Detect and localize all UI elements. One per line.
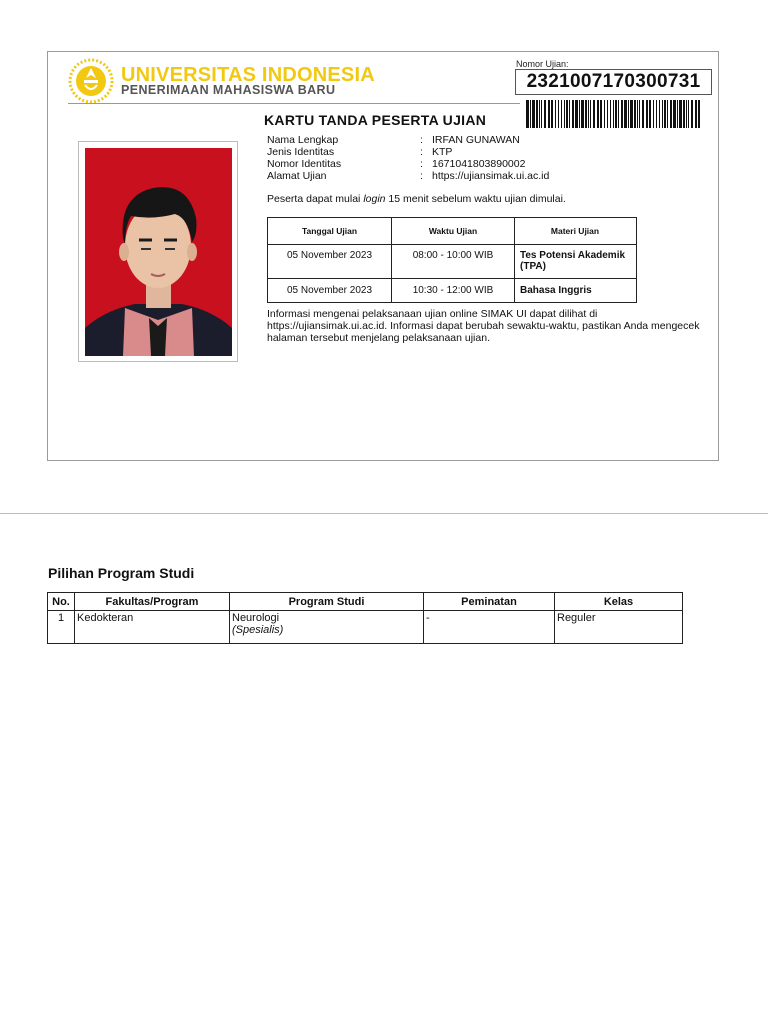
table-row: [268, 279, 637, 303]
program-section-title: Pilihan Program Studi: [48, 565, 195, 581]
info-row: [267, 170, 549, 182]
info-row: [267, 158, 549, 170]
schedule-time: 10:30 - 12:00 WIB: [392, 279, 515, 303]
participant-info: [267, 134, 549, 182]
exam-number-label: Nomor Ujian:: [516, 59, 569, 69]
program-class: Reguler: [555, 611, 683, 644]
table-row: [268, 245, 637, 279]
info-label: Jenis Identitas: [267, 146, 335, 158]
info-value: KTP: [432, 146, 453, 158]
schedule-subject: Bahasa Inggris: [515, 279, 637, 303]
program-header-specialization: Peminatan: [424, 593, 555, 611]
schedule-subject: Tes Potensi Akademik (TPA): [515, 245, 637, 279]
header-divider: [68, 103, 520, 104]
admission-subtitle: PENERIMAAN MAHASISWA BARU: [121, 83, 336, 97]
card-title: KARTU TANDA PESERTA UJIAN: [264, 112, 487, 128]
schedule-header-row: [268, 218, 637, 245]
program-header-no: No.: [48, 593, 75, 611]
program-study: [230, 611, 424, 644]
program-header-study: Program Studi: [230, 593, 424, 611]
barcode-icon: [526, 100, 702, 128]
schedule-date: 05 November 2023: [268, 279, 392, 303]
program-header-faculty: Fakultas/Program: [75, 593, 230, 611]
exam-schedule-table: [267, 217, 637, 303]
info-colon: :: [420, 170, 423, 182]
info-value: IRFAN GUNAWAN: [432, 134, 520, 146]
schedule-header-time: Waktu Ujian: [392, 218, 515, 245]
info-label: Nama Lengkap: [267, 134, 339, 146]
program-faculty: Kedokteran: [75, 611, 230, 644]
schedule-header-subject: Materi Ujian: [515, 218, 637, 245]
program-no: 1: [48, 611, 75, 644]
university-name: UNIVERSITAS INDONESIA: [121, 64, 375, 86]
info-colon: :: [420, 158, 423, 170]
table-row: [48, 611, 683, 644]
info-value: https://ujiansimak.ui.ac.id: [432, 170, 550, 182]
program-study-name: Neurologi: [232, 612, 280, 624]
schedule-time: 08:00 - 10:00 WIB: [392, 245, 515, 279]
info-value: 1671041803890002: [432, 158, 526, 170]
login-note: Peserta dapat mulai login 15 menit sebelum waktu ujian dimulai.: [267, 193, 566, 205]
schedule-header-date: Tanggal Ujian: [268, 218, 392, 245]
program-header-class: Kelas: [555, 593, 683, 611]
program-header-row: [48, 593, 683, 611]
program-choice-table: [47, 592, 683, 644]
participant-photo-frame: [78, 141, 238, 362]
info-colon: :: [420, 146, 423, 158]
info-row: [267, 146, 549, 158]
page-divider: [0, 513, 768, 514]
exam-number-value: 2321007170300731: [515, 69, 712, 95]
program-specialization: -: [424, 611, 555, 644]
info-colon: :: [420, 134, 423, 146]
exam-card: [47, 51, 719, 461]
participant-photo: [85, 148, 232, 356]
info-label: Nomor Identitas: [267, 158, 342, 170]
makara-ui-logo-icon: [68, 58, 114, 104]
info-label: Alamat Ujian: [267, 170, 327, 182]
info-row: [267, 134, 549, 146]
program-study-note: (Spesialis): [232, 624, 284, 636]
exam-info-note: Informasi mengenai pelaksanaan ujian online SIMAK UI dapat dilihat di https://ujiansimak.ui.ac.id. Informasi dapat berubah sewaktu-waktu, pastikan Anda mengecek halaman tersebut menjelang pelaksanaan ujian.: [267, 308, 700, 344]
schedule-date: 05 November 2023: [268, 245, 392, 279]
